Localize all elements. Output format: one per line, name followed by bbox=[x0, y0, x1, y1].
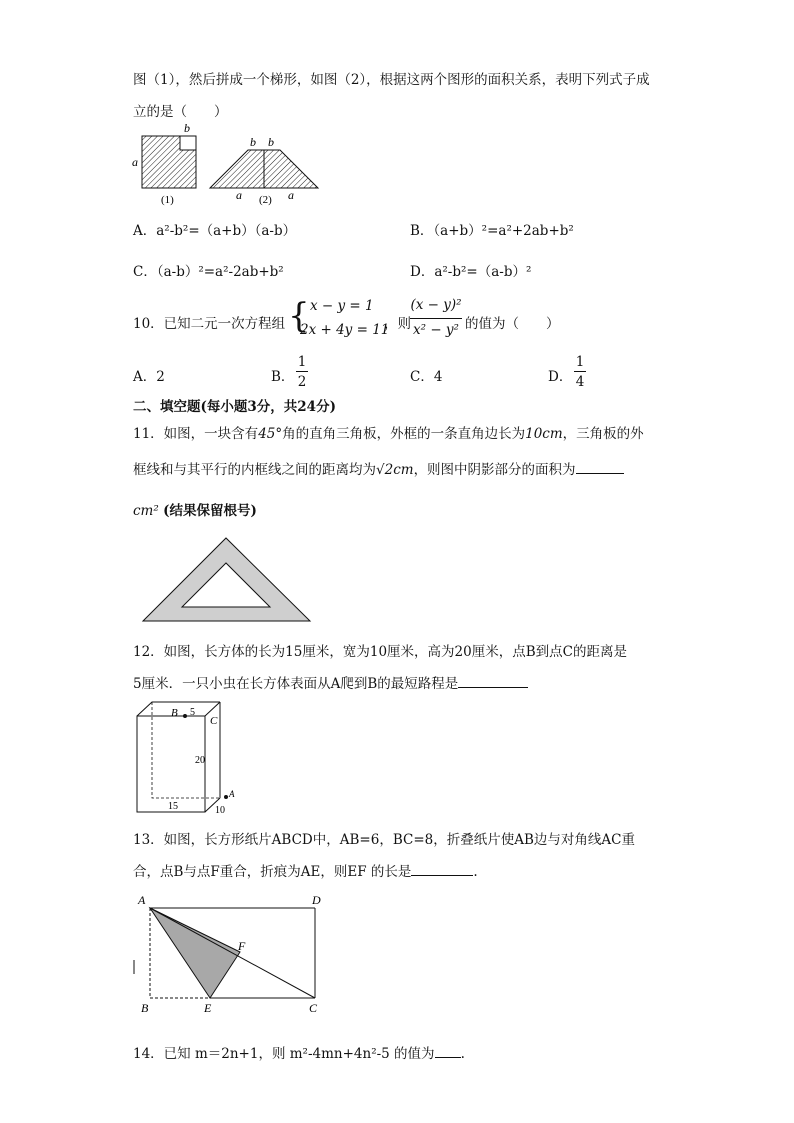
label-a: a bbox=[132, 155, 138, 169]
q13-line2: 合，点B与点F重合，折痕为AE，则EF 的长是 . bbox=[133, 860, 478, 880]
q10-mid: ，则 bbox=[384, 316, 411, 332]
label-10: 10 bbox=[215, 805, 225, 816]
label-A: A bbox=[229, 789, 235, 799]
q14-line: 14．已知 m＝2n+1，则 m²-4mn+4n²-5 的值为 . bbox=[133, 1042, 465, 1062]
q9-option-b: B．（a+b）²=a²+2ab+b² bbox=[410, 223, 574, 239]
q13-answer-blank bbox=[411, 861, 473, 876]
label-B: B bbox=[141, 1001, 149, 1015]
q14-answer-blank bbox=[435, 1043, 461, 1058]
q9-option-a: A．a²-b²=（a+b）（a-b） bbox=[133, 223, 297, 239]
label-5: 5 bbox=[190, 707, 195, 718]
q10-fraction-numerator: (x − y)² bbox=[410, 297, 462, 313]
caption-2: (2) bbox=[259, 194, 272, 206]
q13-line1: 13．如图，长方形纸片ABCD中，AB=6，BC=8，折叠纸片使AB边与对角线AC重 bbox=[133, 832, 635, 848]
q12-line2: 5厘米．一只小虫在长方体表面从A爬到B的最短路程是 bbox=[133, 672, 528, 692]
shaded-frame bbox=[143, 538, 310, 621]
q10-option-d-num: 1 bbox=[575, 354, 585, 370]
label-F: F bbox=[238, 939, 246, 953]
label-a2: a bbox=[288, 188, 294, 202]
q10-prefix: 10．已知二元一次方程组 bbox=[133, 316, 286, 332]
q11-line3: cm² (结果保留根号) bbox=[133, 503, 257, 519]
q10-equation-2: 2x + 4y = 11 bbox=[300, 322, 390, 338]
q12-box-figure bbox=[130, 698, 240, 818]
q9-line2: 立的是（ ） bbox=[133, 104, 228, 120]
system-brace: { bbox=[288, 296, 310, 336]
q10-option-b-bar bbox=[296, 371, 308, 372]
label-b2: b bbox=[268, 135, 274, 149]
q10-option-b-num: 1 bbox=[297, 354, 307, 370]
label-a1: a bbox=[236, 188, 242, 202]
q12-answer-blank bbox=[458, 673, 528, 688]
q10-option-b-den: 2 bbox=[297, 374, 307, 390]
caption-1: (1) bbox=[161, 194, 174, 206]
folded-triangle bbox=[150, 908, 240, 998]
q11-line1: 11．如图，一块含有45°角的直角三角板，外框的一条直角边长为10cm，三角板的外 bbox=[133, 426, 644, 442]
label-D: D bbox=[312, 893, 321, 907]
q11-answer-blank bbox=[576, 459, 624, 474]
label-C: C bbox=[210, 715, 218, 727]
q10-option-d-bar bbox=[574, 371, 586, 372]
q9-option-d: D．a²-b²=（a-b）² bbox=[410, 264, 532, 280]
q10-equation-1: x − y = 1 bbox=[310, 298, 374, 314]
q10-fraction-denominator: x² − y² bbox=[413, 322, 459, 338]
q13-rectangle-figure bbox=[130, 890, 335, 1020]
label-B: B bbox=[171, 707, 178, 719]
q10-option-b-label: B． bbox=[271, 369, 295, 385]
label-b: b bbox=[184, 121, 190, 135]
q10-option-d-den: 4 bbox=[575, 374, 585, 390]
section-heading: 二、填空题(每小题3分，共24分) bbox=[133, 399, 336, 415]
q10-option-d-label: D． bbox=[548, 369, 573, 385]
label-C: C bbox=[309, 1001, 318, 1015]
q11-triangle-figure bbox=[140, 535, 315, 625]
label-b1: b bbox=[250, 135, 256, 149]
q9-option-c: C．（a-b）²=a²-2ab+b² bbox=[133, 264, 284, 280]
label-15: 15 bbox=[168, 801, 178, 812]
q12-line1: 12．如图，长方体的长为15厘米，宽为10厘米，高为20厘米，点B到点C的距离是 bbox=[133, 644, 627, 660]
label-A: A bbox=[138, 893, 146, 907]
q9-figure bbox=[128, 120, 328, 210]
small-square bbox=[180, 136, 196, 150]
q9-line1: 图（1），然后拼成一个梯形，如图（2），根据这两个图形的面积关系，表明下列式子成 bbox=[133, 72, 650, 88]
q10-suffix: 的值为（ ） bbox=[465, 316, 560, 332]
q10-option-c: C．4 bbox=[410, 369, 443, 385]
label-20: 20 bbox=[195, 755, 205, 766]
label-E: E bbox=[204, 1001, 212, 1015]
q10-fraction-bar bbox=[410, 318, 462, 319]
q11-line2: 框线和与其平行的内框线之间的距离均为√2cm，则图中阴影部分的面积为 bbox=[133, 458, 624, 478]
q10-option-a: A．2 bbox=[133, 369, 165, 385]
